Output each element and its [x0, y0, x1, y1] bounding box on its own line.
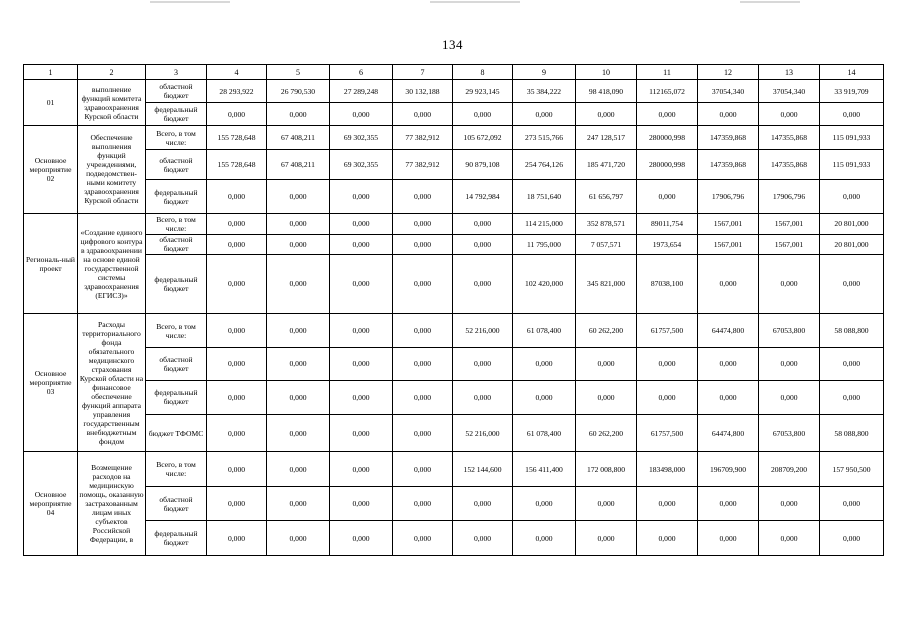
value-cell: 0,000 [513, 347, 576, 380]
table-row [24, 521, 884, 556]
group-label: Основное мероприятие 04 [24, 452, 78, 556]
value-cell: 0,000 [267, 452, 330, 487]
value-cell: 280000,998 [637, 150, 698, 180]
value-cell: 0,000 [393, 521, 453, 556]
funding-source: Всего, в том числе: [146, 126, 207, 150]
value-cell: 0,000 [637, 521, 698, 556]
value-cell: 61 078,400 [513, 414, 576, 452]
table-row [24, 213, 884, 234]
funding-source: областной бюджет [146, 80, 207, 103]
funding-source: областной бюджет [146, 150, 207, 180]
value-cell: 1567,001 [698, 234, 759, 254]
funding-source: федеральный бюджет [146, 521, 207, 556]
value-cell: 0,000 [393, 254, 453, 314]
column-header: 13 [759, 65, 820, 80]
value-cell: 17906,796 [698, 180, 759, 213]
value-cell: 0,000 [453, 103, 513, 126]
value-cell: 52 216,000 [453, 314, 513, 347]
value-cell: 0,000 [453, 521, 513, 556]
column-header: 4 [207, 65, 267, 80]
group-label: Основное мероприятие 03 [24, 314, 78, 452]
value-cell: 155 728,648 [207, 150, 267, 180]
value-cell: 26 790,530 [267, 80, 330, 103]
table-row [24, 103, 884, 126]
value-cell: 147355,868 [759, 150, 820, 180]
table-row [24, 347, 884, 380]
value-cell: 115 091,933 [820, 150, 884, 180]
value-cell: 155 728,648 [207, 126, 267, 150]
value-cell: 0,000 [759, 381, 820, 414]
column-header: 12 [698, 65, 759, 80]
value-cell: 69 302,355 [330, 126, 393, 150]
value-cell: 0,000 [267, 180, 330, 213]
table-row [24, 234, 884, 254]
value-cell: 0,000 [393, 103, 453, 126]
value-cell: 0,000 [330, 452, 393, 487]
funding-source: федеральный бюджет [146, 180, 207, 213]
value-cell: 67053,800 [759, 414, 820, 452]
value-cell: 0,000 [330, 213, 393, 234]
table-row [24, 126, 884, 150]
value-cell: 112165,072 [637, 80, 698, 103]
funding-source: бюджет ТФОМС [146, 414, 207, 452]
value-cell: 0,000 [637, 486, 698, 521]
column-header: 7 [393, 65, 453, 80]
value-cell: 0,000 [698, 486, 759, 521]
column-header: 11 [637, 65, 698, 80]
value-cell: 87038,100 [637, 254, 698, 314]
value-cell: 0,000 [393, 180, 453, 213]
value-cell: 77 382,912 [393, 126, 453, 150]
value-cell: 58 088,800 [820, 314, 884, 347]
value-cell: 115 091,933 [820, 126, 884, 150]
value-cell: 0,000 [453, 213, 513, 234]
group-description: выполнение функций комитета здравоохранения Курской области [78, 80, 146, 126]
value-cell: 0,000 [330, 254, 393, 314]
value-cell: 0,000 [207, 452, 267, 487]
value-cell: 0,000 [207, 486, 267, 521]
value-cell: 0,000 [267, 234, 330, 254]
value-cell: 0,000 [207, 234, 267, 254]
table-row [24, 254, 884, 314]
value-cell: 0,000 [207, 347, 267, 380]
value-cell: 0,000 [330, 314, 393, 347]
value-cell: 67 408,211 [267, 126, 330, 150]
value-cell: 0,000 [393, 213, 453, 234]
value-cell: 0,000 [207, 521, 267, 556]
value-cell: 0,000 [330, 347, 393, 380]
value-cell: 0,000 [820, 381, 884, 414]
scan-artifact [740, 1, 800, 3]
value-cell: 89011,754 [637, 213, 698, 234]
funding-source: Всего, в том числе: [146, 314, 207, 347]
value-cell: 0,000 [453, 486, 513, 521]
value-cell: 0,000 [820, 486, 884, 521]
group-description: «Создание единого цифрового контура в здравоохранении на основе единой государственной системы здравоохранения (ЕГИСЗ)» [78, 213, 146, 313]
value-cell: 0,000 [330, 234, 393, 254]
value-cell: 67 408,211 [267, 150, 330, 180]
funding-source: Всего, в том числе: [146, 452, 207, 487]
funding-source: федеральный бюджет [146, 103, 207, 126]
value-cell: 33 919,709 [820, 80, 884, 103]
value-cell: 0,000 [207, 414, 267, 452]
value-cell: 105 672,092 [453, 126, 513, 150]
value-cell: 0,000 [330, 103, 393, 126]
value-cell: 90 879,108 [453, 150, 513, 180]
value-cell: 0,000 [393, 414, 453, 452]
value-cell: 98 418,090 [576, 80, 637, 103]
page-number: 134 [442, 37, 463, 52]
value-cell: 14 792,984 [453, 180, 513, 213]
value-cell: 0,000 [207, 180, 267, 213]
value-cell: 0,000 [759, 486, 820, 521]
value-cell: 0,000 [393, 486, 453, 521]
value-cell: 0,000 [820, 347, 884, 380]
group-label: 01 [24, 80, 78, 126]
funding-source: областной бюджет [146, 347, 207, 380]
value-cell: 0,000 [393, 314, 453, 347]
value-cell: 273 515,766 [513, 126, 576, 150]
value-cell: 0,000 [698, 254, 759, 314]
value-cell: 0,000 [576, 486, 637, 521]
value-cell: 0,000 [698, 347, 759, 380]
value-cell: 0,000 [637, 103, 698, 126]
value-cell: 0,000 [820, 254, 884, 314]
value-cell: 0,000 [513, 521, 576, 556]
value-cell: 0,000 [576, 347, 637, 380]
group-description: Обеспечение выполнения функций учреждениями, подведомствен-ными комитету здравоохранения Курской области [78, 126, 146, 214]
value-cell: 185 471,720 [576, 150, 637, 180]
funding-source: федеральный бюджет [146, 381, 207, 414]
scan-artifact [430, 1, 520, 3]
value-cell: 183498,000 [637, 452, 698, 487]
value-cell: 17906,796 [759, 180, 820, 213]
value-cell: 1567,001 [759, 234, 820, 254]
table-row [24, 486, 884, 521]
value-cell: 61 078,400 [513, 314, 576, 347]
value-cell: 247 128,517 [576, 126, 637, 150]
value-cell: 0,000 [820, 521, 884, 556]
value-cell: 0,000 [393, 347, 453, 380]
value-cell: 0,000 [513, 381, 576, 414]
value-cell: 1567,001 [759, 213, 820, 234]
table-row [24, 452, 884, 487]
value-cell: 28 293,922 [207, 80, 267, 103]
value-cell: 196709,900 [698, 452, 759, 487]
value-cell: 20 801,000 [820, 234, 884, 254]
column-header: 14 [820, 65, 884, 80]
value-cell: 0,000 [207, 314, 267, 347]
value-cell: 0,000 [698, 381, 759, 414]
value-cell: 0,000 [576, 381, 637, 414]
value-cell: 0,000 [698, 103, 759, 126]
value-cell: 0,000 [330, 180, 393, 213]
value-cell: 208709,200 [759, 452, 820, 487]
value-cell: 37054,340 [759, 80, 820, 103]
value-cell: 35 384,222 [513, 80, 576, 103]
value-cell: 254 764,126 [513, 150, 576, 180]
value-cell: 102 420,000 [513, 254, 576, 314]
group-description: Возмещение расходов на медицинскую помощь, оказанную застрахованным лицам иных субъектов Российской Федерации, в [78, 452, 146, 556]
value-cell: 1973,654 [637, 234, 698, 254]
value-cell: 61757,500 [637, 314, 698, 347]
table-row [24, 80, 884, 103]
value-cell: 64474,800 [698, 314, 759, 347]
value-cell: 27 289,248 [330, 80, 393, 103]
value-cell: 0,000 [267, 213, 330, 234]
value-cell: 0,000 [820, 180, 884, 213]
value-cell: 0,000 [820, 103, 884, 126]
value-cell: 152 144,600 [453, 452, 513, 487]
value-cell: 61757,500 [637, 414, 698, 452]
value-cell: 0,000 [513, 103, 576, 126]
value-cell: 0,000 [330, 486, 393, 521]
value-cell: 345 821,000 [576, 254, 637, 314]
value-cell: 0,000 [453, 254, 513, 314]
value-cell: 58 088,800 [820, 414, 884, 452]
value-cell: 0,000 [759, 347, 820, 380]
value-cell: 114 215,000 [513, 213, 576, 234]
value-cell: 0,000 [759, 521, 820, 556]
value-cell: 0,000 [453, 347, 513, 380]
value-cell: 0,000 [207, 381, 267, 414]
value-cell: 29 923,145 [453, 80, 513, 103]
value-cell: 0,000 [513, 486, 576, 521]
value-cell: 0,000 [330, 414, 393, 452]
value-cell: 0,000 [698, 521, 759, 556]
budget-table [23, 64, 884, 556]
value-cell: 0,000 [637, 347, 698, 380]
column-header: 1 [24, 65, 78, 80]
value-cell: 147359,868 [698, 150, 759, 180]
value-cell: 0,000 [637, 381, 698, 414]
value-cell: 0,000 [267, 314, 330, 347]
value-cell: 60 262,200 [576, 414, 637, 452]
value-cell: 61 656,797 [576, 180, 637, 213]
value-cell: 156 411,400 [513, 452, 576, 487]
group-label: Основное мероприятие 02 [24, 126, 78, 214]
table-row [24, 381, 884, 414]
value-cell: 0,000 [207, 103, 267, 126]
value-cell: 1567,001 [698, 213, 759, 234]
value-cell: 0,000 [393, 452, 453, 487]
header-row [24, 65, 884, 80]
value-cell: 30 132,188 [393, 80, 453, 103]
scan-artifact [150, 1, 230, 3]
table-body [24, 80, 884, 556]
value-cell: 147359,868 [698, 126, 759, 150]
column-header: 9 [513, 65, 576, 80]
value-cell: 18 751,640 [513, 180, 576, 213]
value-cell: 37054,340 [698, 80, 759, 103]
value-cell: 52 216,000 [453, 414, 513, 452]
value-cell: 20 801,000 [820, 213, 884, 234]
value-cell: 0,000 [267, 521, 330, 556]
value-cell: 64474,800 [698, 414, 759, 452]
value-cell: 352 878,571 [576, 213, 637, 234]
value-cell: 77 382,912 [393, 150, 453, 180]
table-row [24, 150, 884, 180]
value-cell: 11 795,000 [513, 234, 576, 254]
value-cell: 0,000 [637, 180, 698, 213]
value-cell: 0,000 [267, 486, 330, 521]
value-cell: 0,000 [576, 103, 637, 126]
value-cell: 60 262,200 [576, 314, 637, 347]
group-description: Расходы территориального фонда обязательного медицинского страхования Курской области на финансовое обеспечение функций аппарата управления государственным внебюджетным фондом [78, 314, 146, 452]
value-cell: 0,000 [267, 347, 330, 380]
funding-source: областной бюджет [146, 486, 207, 521]
value-cell: 0,000 [759, 103, 820, 126]
column-header: 10 [576, 65, 637, 80]
funding-source: областной бюджет [146, 234, 207, 254]
value-cell: 67053,800 [759, 314, 820, 347]
table-row [24, 414, 884, 452]
value-cell: 280000,998 [637, 126, 698, 150]
value-cell: 0,000 [267, 254, 330, 314]
table-row [24, 314, 884, 347]
value-cell: 0,000 [207, 213, 267, 234]
value-cell: 172 008,800 [576, 452, 637, 487]
value-cell: 0,000 [207, 254, 267, 314]
value-cell: 0,000 [453, 381, 513, 414]
value-cell: 0,000 [330, 521, 393, 556]
group-label: Региональ-ный проект [24, 213, 78, 313]
value-cell: 0,000 [267, 103, 330, 126]
value-cell: 0,000 [453, 234, 513, 254]
value-cell: 0,000 [393, 381, 453, 414]
funding-source: федеральный бюджет [146, 254, 207, 314]
value-cell: 0,000 [267, 414, 330, 452]
funding-source: Всего, в том числе: [146, 213, 207, 234]
value-cell: 0,000 [267, 381, 330, 414]
column-header: 5 [267, 65, 330, 80]
value-cell: 69 302,355 [330, 150, 393, 180]
value-cell: 147355,868 [759, 126, 820, 150]
column-header: 6 [330, 65, 393, 80]
column-header: 3 [146, 65, 207, 80]
column-header: 8 [453, 65, 513, 80]
value-cell: 0,000 [576, 521, 637, 556]
table-row [24, 180, 884, 213]
column-header: 2 [78, 65, 146, 80]
value-cell: 0,000 [759, 254, 820, 314]
value-cell: 0,000 [393, 234, 453, 254]
value-cell: 157 950,500 [820, 452, 884, 487]
value-cell: 0,000 [330, 381, 393, 414]
value-cell: 7 057,571 [576, 234, 637, 254]
